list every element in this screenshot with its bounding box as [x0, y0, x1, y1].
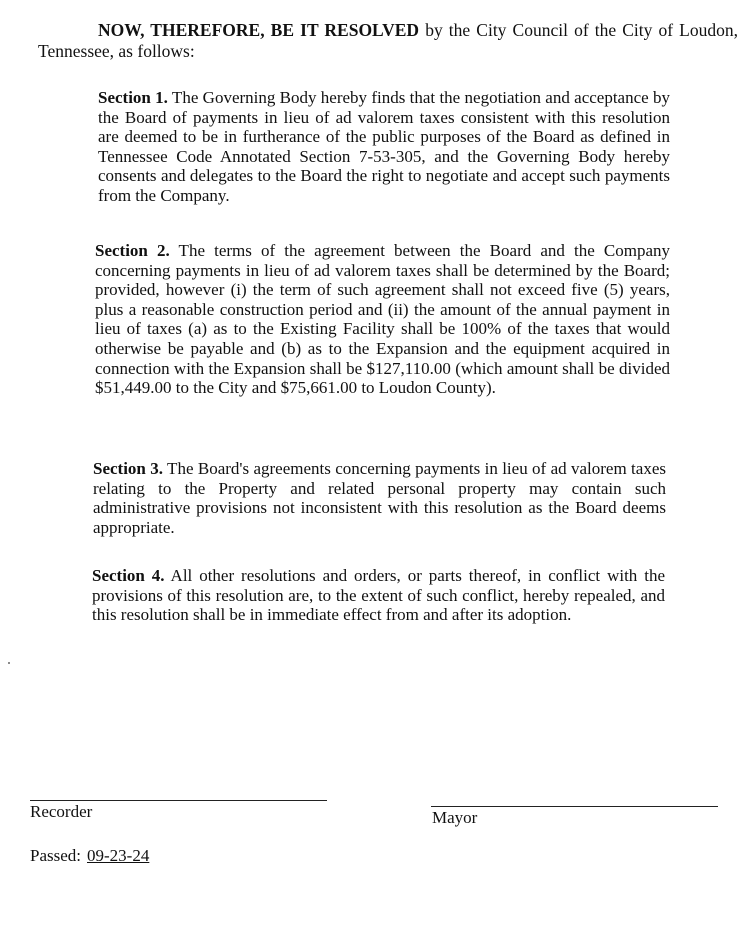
section-3-text: The Board's agreements concerning payments in lieu of ad valorem taxes relating to the Property and related personal property may contain such administrative provisions not inconsistent with this resolution as the Board deems appropriate. — [93, 459, 666, 537]
section-4-heading: Section 4. — [92, 566, 165, 585]
passed-label: Passed: — [30, 846, 81, 865]
section-1-heading: Section 1. — [98, 88, 168, 107]
recorder-label: Recorder — [30, 802, 93, 821]
intro-text: by the City Council of the City of Loudon, Tennessee, as follows: — [38, 20, 738, 61]
section-2 — [95, 241, 670, 398]
section-1 — [98, 88, 670, 206]
section-4-text: All other resolutions and orders, or parts thereof, in conflict with the provisions of this resolution are, to the extent of such conflict, hereby repealed, and this resolution shall be in immediate effect from and after its adoption. — [92, 566, 665, 625]
resolution-intro — [38, 20, 738, 62]
section-2-text: The terms of the agreement between the Board and the Company concerning payments in lieu of ad valorem taxes shall be determined by the Board; provided, however (i) the term of such agreement shall not exceed five (5) years, plus a reasonable construction period and (ii) the amount of the annual payment in lieu of taxes (a) as to the Existing Facility shall be 100% of the taxes that would otherwise be payable and (b) as to the Expansion and the equipment acquired in connection with the Expansion shall be $127,110.00 (which amount shall be divided $51,449.00 to the City and $75,661.00 to Loudon County). — [95, 241, 670, 398]
scan-speck — [8, 662, 10, 664]
section-4 — [92, 566, 665, 625]
section-2-heading: Section 2. — [95, 241, 170, 260]
passed-date: 09-23-24 — [87, 846, 150, 865]
section-3 — [93, 459, 666, 537]
section-3-heading: Section 3. — [93, 459, 163, 478]
mayor-signature-line — [431, 806, 718, 807]
section-1-text: The Governing Body hereby finds that the negotiation and acceptance by the Board of payments in lieu of ad valorem taxes consistent with this resolution are deemed to be in furtherance of the public purposes of the Board as defined in Tennessee Code Annotated Section 7-53-305, and the Governing Body hereby consents and delegates to the Board the right to negotiate and accept such payments from the Company. — [98, 88, 670, 205]
mayor-label: Mayor — [432, 808, 478, 827]
resolved-lead: NOW, THEREFORE, BE IT RESOLVED — [98, 20, 420, 40]
passed-line — [30, 846, 149, 866]
recorder-signature-line — [30, 800, 327, 801]
